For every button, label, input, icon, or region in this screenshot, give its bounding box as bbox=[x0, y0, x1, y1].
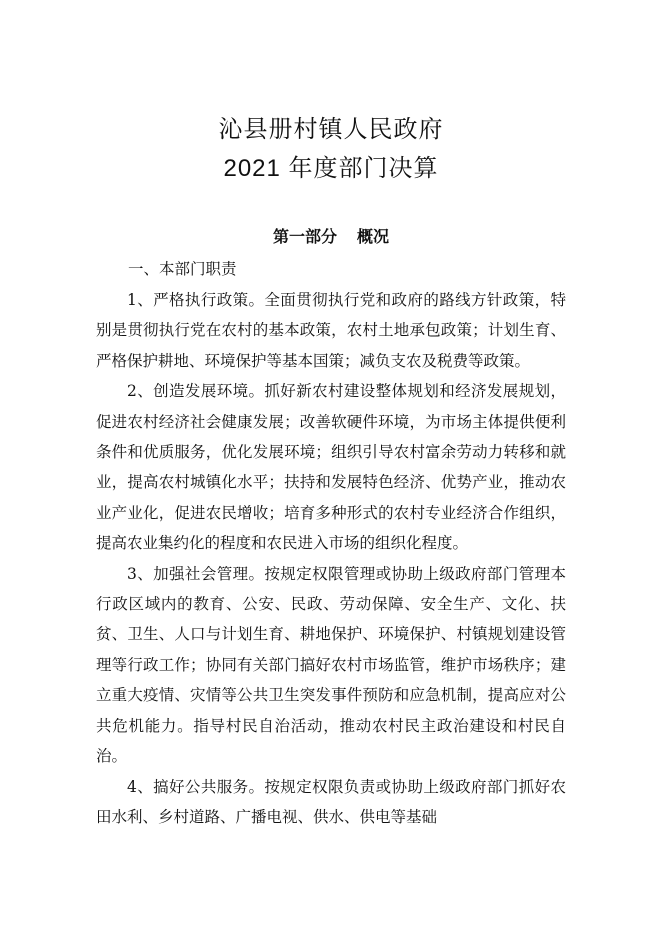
section-heading bbox=[0, 226, 662, 248]
document-subtitle: 2021 年度部门决算 bbox=[223, 155, 439, 182]
paragraph: 4、搞好公共服务。按规定权限负责或协助上级政府部门抓好农田水利、乡村道路、广播电视、供水、供电等基础 bbox=[96, 777, 566, 826]
document-title: 沁县册村镇人民政府 bbox=[218, 116, 444, 143]
paragraph: 2、创造发展环境。抓好新农村建设整体规划和经济发展规划，促进农村经济社会健康发展；改善软硬件环境，为市场主体提供便利条件和优质服务，优化发展环境；组织引导农村富余劳动力转移和就业，提高农村城镇化水平；扶持和发展特色经济、优势产业，推动农业产业化，促进农民增收；培育多种形式的农村专业经济合作组织，提高农业集约化的程度和农民进入市场的组织化程度。 bbox=[96, 382, 566, 553]
paragraph: 3、加强社会管理。按规定权限管理或协助上级政府部门管理本行政区域内的教育、公安、民政、劳动保障、安全生产、文化、扶贫、卫生、人口与计划生育、耕地保护、环境保护、村镇规划建设管理等行政工作；协同有关部门搞好农村市场监管，维护市场秩序；建立重大疫情、灾情等公共卫生突发事件预防和应急机制，提高应对公共危机能力。指导村民自治活动，推动农村民主政治建设和村民自治。 bbox=[96, 564, 566, 766]
subheading-department-duties: 一、本部门职责 bbox=[128, 260, 237, 278]
section-name-label: 概况 bbox=[357, 227, 390, 246]
section-part-label: 第一部分 bbox=[272, 227, 337, 246]
paragraph: 1、严格执行政策。全面贯彻执行党和政府的路线方针政策，特别是贯彻执行党在农村的基本政策，农村土地承包政策；计划生育、严格保护耕地、环境保护等基本国策；减负支农及税费等政策。 bbox=[96, 291, 566, 370]
body-text bbox=[96, 285, 566, 832]
